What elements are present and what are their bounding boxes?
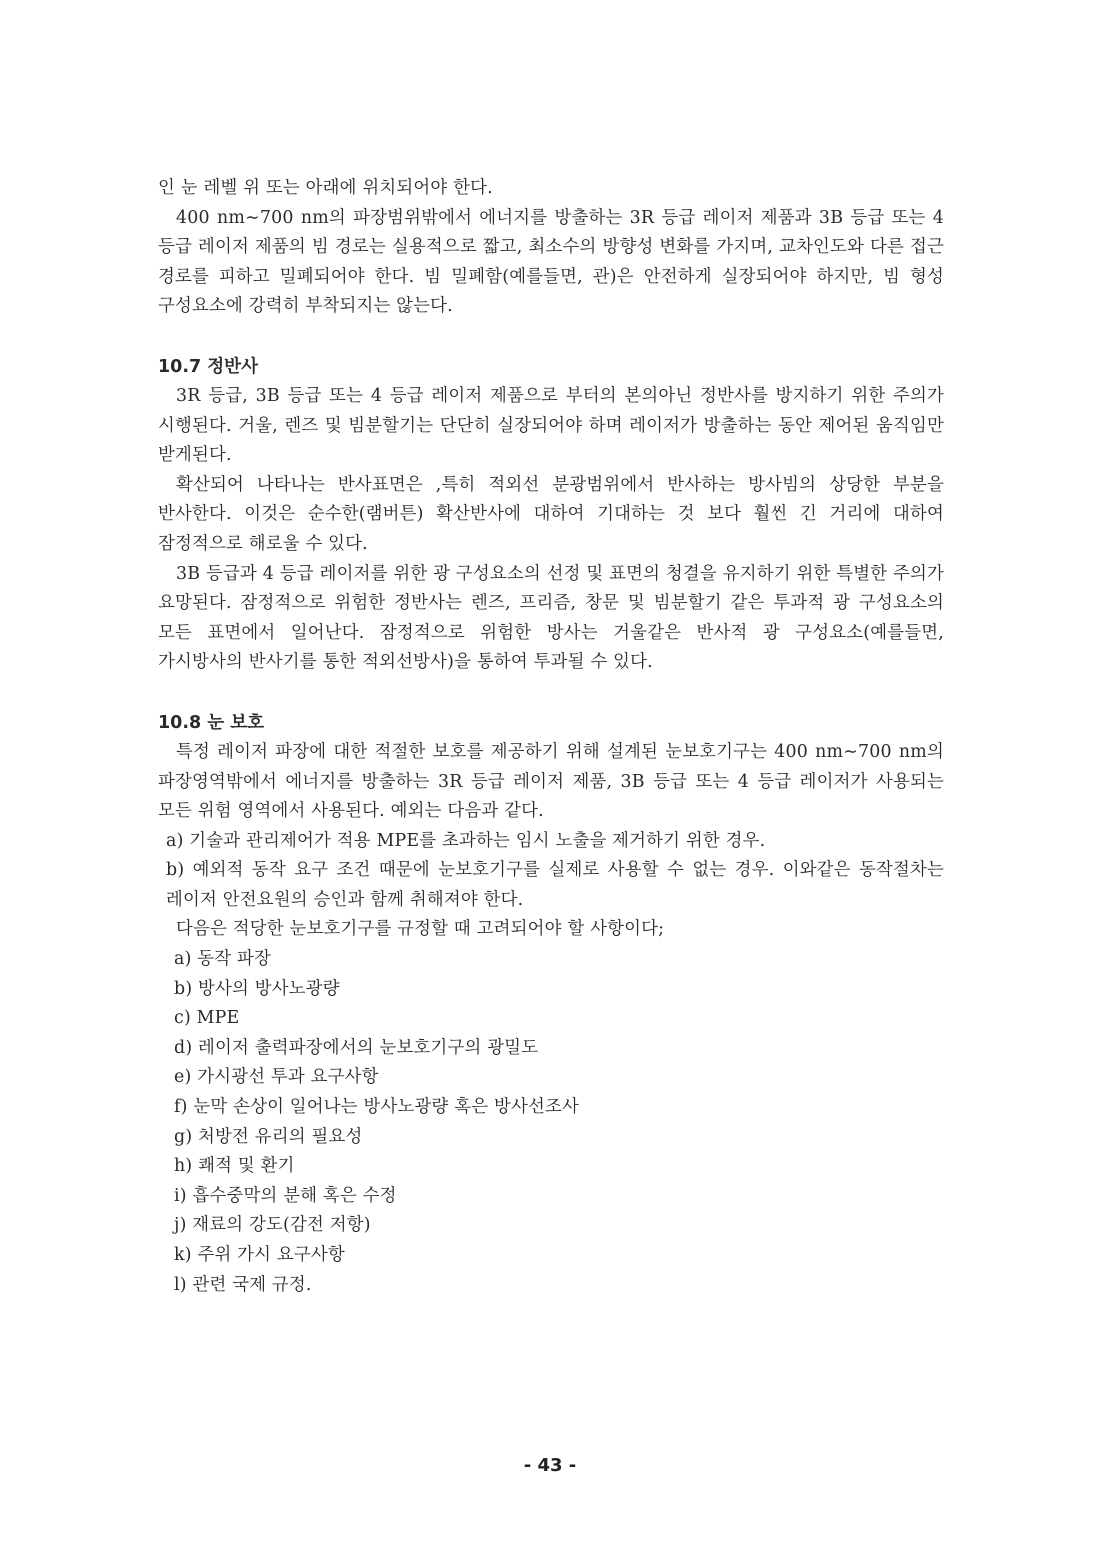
spacer <box>158 322 944 352</box>
list-item: e) 가시광선 투과 요구사항 <box>174 1067 379 1088</box>
list-item: b) 방사의 방사노광량 <box>174 978 340 999</box>
exception-a: a) 기술과 관리제어가 적용 MPE를 초과하는 임시 노출을 제거하기 위한 경우. <box>166 830 766 851</box>
spacer <box>158 678 944 708</box>
paragraph-specular-1: 3R 등급, 3B 등급 또는 4 등급 레이저 제품으로 부터의 본의아닌 정반사를 방지하기 위한 주의가 시행된다. 거울, 렌즈 및 빔분할기는 단단히 실장되어야 하며 레이저가 방출하는 동안 제어된 움직임만 받게된다. <box>158 385 944 466</box>
list-item: f) 눈막 손상이 일어나는 방사노광량 혹은 방사선조사 <box>174 1097 579 1118</box>
paragraph-beam-path: 400 nm∼700 nm의 파장범위밖에서 에너지를 방출하는 3R 등급 레이저 제품과 3B 등급 또는 4 등급 레이저 제품의 빔 경로는 실용적으로 짧고, 최소수의 방향성 변화를 가지며, 교차인도와 다른 접근 경로를 피하고 밀폐되어야 한다. 빔 밀폐함(예를들면, 관)은 안전하게 실장되어야 하지만, 빔 형성 구성요소에 강력히 부착되지는 않는다. <box>158 207 944 317</box>
list-item: j) 재료의 강도(감전 저항) <box>174 1215 371 1236</box>
list-item: a) 동작 파장 <box>174 949 272 970</box>
page-number: - 43 - <box>523 1455 577 1476</box>
considerations-list <box>158 945 944 1300</box>
exception-b: b) 예외적 동작 요구 조건 때문에 눈보호기구를 실제로 사용할 수 없는 경우. 이와같은 동작절차는 레이저 안전요원의 승인과 함께 취해져야 한다. <box>166 860 944 910</box>
paragraph-specular-3: 3B 등급과 4 등급 레이저를 위한 광 구성요소의 선정 및 표면의 청결을 유지하기 위한 특별한 주의가 요망된다. 잠정적으로 위험한 정반사는 렌즈, 프리즘, 창문 및 빔분할기 같은 투과적 광 구성요소의 모든 표면에서 일어난다. 잠정적으로 위험한 방사는 거울같은 반사적 광 구성요소(예를들면, 가시방사의 반사기를 통한 적외선방사)을 통하여 투과될 수 있다. <box>158 563 944 673</box>
document-page <box>158 174 944 1300</box>
list-item: l) 관련 국제 규정. <box>174 1274 312 1295</box>
list-item: h) 쾌적 및 환기 <box>174 1156 295 1177</box>
list-item: c) MPE <box>174 1008 240 1029</box>
list-item: i) 흡수중막의 분해 혹은 수정 <box>174 1185 397 1206</box>
paragraph-eye-protection-intro: 특정 레이저 파장에 대한 적절한 보호를 제공하기 위해 설계된 눈보호기구는 400 nm∼700 nm의 파장영역밖에서 에너지를 방출하는 3R 등급 레이저 제품, 3B 등급 또는 4 등급 레이저가 사용되는 모든 위험 영역에서 사용된다. 예외는 다음과 같다. <box>158 741 944 822</box>
list-item: d) 레이저 출력파장에서의 눈보호기구의 광밀도 <box>174 1037 539 1058</box>
paragraph-specular-2: 확산되어 나타나는 반사표면은 ,특히 적외선 분광범위에서 반사하는 방사빔의 상당한 부분을 반사한다. 이것은 순수한(램버튼) 확산반사에 대하여 기대하는 것 보다 훨씬 긴 거리에 대하여 잠정적으로 해로울 수 있다. <box>158 474 944 554</box>
paragraph-considerations-lead: 다음은 적당한 눈보호기구를 규정할 때 고려되어야 할 사항이다; <box>176 919 665 940</box>
continuation-text: 인 눈 레벨 위 또는 아래에 위치되어야 한다. <box>158 178 493 198</box>
section-title-10-7: 10.7 정반사 <box>158 356 258 377</box>
section-title-10-8: 10.8 눈 보호 <box>158 712 265 733</box>
list-item: k) 주위 가시 요구사항 <box>174 1245 345 1265</box>
list-item: g) 처방전 유리의 필요성 <box>174 1126 363 1147</box>
